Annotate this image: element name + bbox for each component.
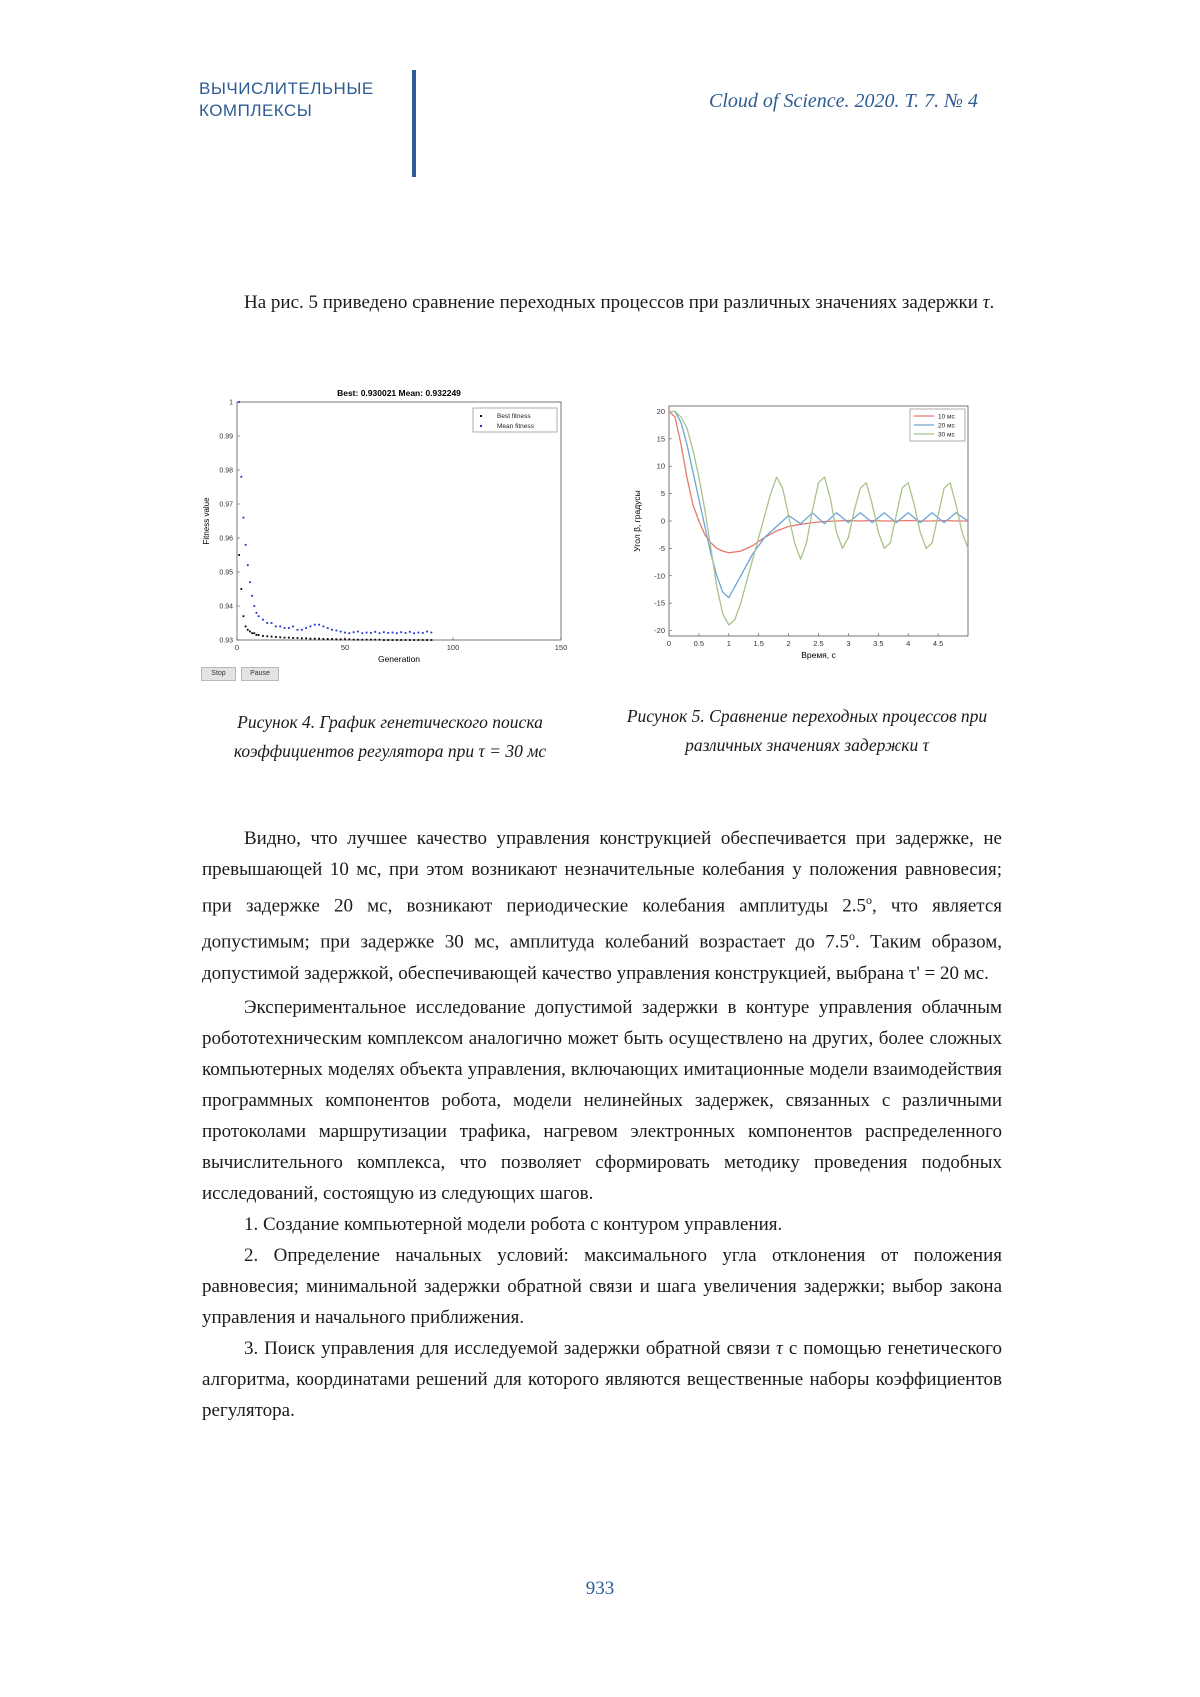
mean-fitness-point	[340, 631, 342, 633]
legend-marker	[480, 415, 482, 417]
paragraph-method: Экспериментальное исследование допустимой задержки в контуре управления облачным робототехническим комплексом аналогично может быть осуществлено на других, более сложных компьютерных моделях объекта управления, включающих имитационные модели взаимодействия программных компонентов робота, модели нелинейных задержек, связанных с различными протоколами маршрутизации трафика, нагревом электронных компонентов распределенного вычислительного комплекса, что позволяет сформировать методику проведения подобных исследований, состоящую из следующих шагов.	[202, 996, 1002, 1204]
mean-fitness-point	[249, 581, 251, 583]
p1-part-a: Видно, что лучшее качество управления конструкцией обеспечивается при задержке, не превышающей 10 мс, при этом возникают незначительные колебания у положения равновесия; при задержке 20 мс, возникают периодические колебания амплитуды 2.5	[202, 828, 1002, 917]
best-fitness-point	[318, 638, 320, 640]
item3-tau: τ	[776, 1337, 783, 1359]
best-fitness-point	[327, 638, 329, 640]
mean-fitness-point	[374, 631, 376, 633]
journal-citation: Cloud of Science. 2020. T. 7. № 4	[708, 90, 978, 112]
x-tick-label: 100	[446, 643, 460, 652]
best-fitness-point	[370, 639, 372, 641]
best-fitness-point	[305, 637, 307, 639]
legend-label: 20 мс	[938, 422, 955, 430]
best-fitness-point	[366, 639, 368, 641]
mean-fitness-point	[357, 631, 359, 633]
mean-fitness-point	[288, 627, 290, 629]
mean-fitness-point	[266, 622, 268, 624]
best-fitness-point	[275, 636, 277, 638]
x-tick-label: 4	[906, 639, 911, 648]
best-fitness-point	[344, 638, 346, 640]
best-fitness-point	[262, 635, 264, 637]
legend-label: Best fitness	[497, 413, 531, 420]
mean-fitness-point	[292, 626, 294, 628]
legend-label: 30 мс	[938, 431, 955, 439]
p1-part-c: . Таким образом, допустимой задержкой, обеспечивающей качество управления конструкцией, выбрана τ' = 20 мс.	[202, 931, 1002, 984]
best-fitness-point	[271, 636, 273, 638]
mean-fitness-point	[422, 632, 424, 634]
best-fitness-point	[245, 626, 247, 628]
y-tick-label: 15	[656, 434, 665, 444]
x-axis-label: Время, с	[801, 650, 836, 660]
best-fitness-point	[379, 639, 381, 641]
best-fitness-point	[243, 615, 245, 617]
mean-fitness-point	[247, 564, 249, 566]
mean-fitness-point	[253, 605, 255, 607]
legend-label: Mean fitness	[497, 423, 534, 430]
best-fitness-point	[238, 554, 240, 556]
mean-fitness-point	[238, 401, 240, 403]
mean-fitness-point	[305, 627, 307, 629]
y-tick-label: -15	[654, 598, 665, 608]
best-fitness-point	[288, 637, 290, 639]
figure-4-caption: Рисунок 4. График генетического поиска коэффициентов регулятора при τ = 30 мс	[233, 712, 547, 761]
best-fitness-point	[310, 638, 312, 640]
best-fitness-point	[357, 639, 359, 641]
fitness-chart	[199, 384, 569, 666]
mean-fitness-point	[323, 626, 325, 628]
mean-fitness-point	[297, 629, 299, 631]
y-tick-label: 0.93	[219, 637, 233, 645]
x-tick-label: 1	[726, 639, 731, 648]
y-tick-label: 10	[656, 461, 665, 471]
x-tick-label: 150	[554, 643, 568, 652]
best-fitness-point	[353, 639, 355, 641]
journal-section-line2: КОМПЛЕКСЫ	[199, 101, 313, 120]
figure-4	[199, 384, 569, 682]
best-fitness-point	[413, 639, 415, 641]
mean-fitness-point	[279, 626, 281, 628]
x-tick-label: 1.5	[753, 639, 764, 648]
best-fitness-point	[400, 639, 402, 641]
y-tick-label: 0.99	[219, 433, 233, 441]
figure-5	[628, 398, 978, 676]
intro-paragraph	[202, 287, 1002, 318]
best-fitness-point	[426, 639, 428, 641]
y-tick-label: 0	[660, 516, 665, 526]
best-fitness-point	[418, 639, 420, 641]
best-fitness-point	[431, 639, 433, 641]
header-divider	[412, 70, 416, 177]
y-tick-label: 0.96	[219, 535, 233, 543]
best-fitness-point	[251, 632, 253, 634]
list-item-3	[202, 1333, 1002, 1426]
item3-part-a: 3. Поиск управления для исследуемой задержки обратной связи	[244, 1337, 777, 1359]
best-fitness-point	[374, 639, 376, 641]
best-fitness-point	[323, 638, 325, 640]
best-fitness-point	[266, 635, 268, 637]
mean-fitness-point	[258, 615, 260, 617]
x-tick-label: 3	[846, 639, 851, 648]
mean-fitness-point	[413, 632, 415, 634]
best-fitness-point	[279, 636, 281, 638]
y-axis-label: Fitness value	[202, 497, 211, 545]
legend-label: 10 мс	[938, 413, 955, 421]
mean-fitness-point	[379, 632, 381, 634]
best-fitness-point	[361, 639, 363, 641]
intro-end: .	[989, 292, 995, 313]
mean-fitness-point	[251, 595, 253, 597]
mean-fitness-point	[310, 626, 312, 628]
best-fitness-point	[340, 638, 342, 640]
body-text	[202, 823, 1002, 1426]
stop-button[interactable]: Stop	[201, 667, 236, 681]
best-fitness-point	[284, 637, 286, 639]
list-item-2: 2. Определение начальных условий: максимального угла отклонения от положения равновесия; минимальной задержки обратной связи и шага увеличения задержки; выбор закона управления и начального приближения.	[202, 1244, 1002, 1328]
mean-fitness-point	[318, 624, 320, 626]
plot-area	[237, 402, 561, 640]
mean-fitness-point	[431, 632, 433, 634]
best-fitness-point	[301, 637, 303, 639]
best-fitness-point	[292, 637, 294, 639]
mean-fitness-point	[284, 627, 286, 629]
best-fitness-point	[405, 639, 407, 641]
degree-sup-2: o	[849, 929, 856, 944]
y-tick-label: 20	[656, 406, 665, 416]
best-fitness-point	[383, 639, 385, 641]
best-fitness-point	[258, 634, 260, 636]
p1-part-b: , что является допустимым; при задержке 30 мс, амплитуда колебаний возрастает до 7.5	[202, 895, 1002, 953]
mean-fitness-point	[387, 632, 389, 634]
transient-response-chart	[628, 398, 978, 676]
mean-fitness-point	[426, 631, 428, 633]
chart-title: Best: 0.930021 Mean: 0.932249	[337, 388, 461, 398]
mean-fitness-point	[348, 632, 350, 634]
y-tick-label: 0.95	[219, 569, 233, 577]
intro-text: На рис. 5 приведено сравнение переходных процессов при различных значениях задержки	[244, 292, 983, 313]
x-tick-label: 2	[786, 639, 791, 648]
y-axis-label: Угол β, градусы	[632, 490, 642, 552]
mean-fitness-point	[335, 630, 337, 632]
mean-fitness-point	[245, 544, 247, 546]
page-number: 933	[585, 1578, 615, 1599]
x-tick-label: 50	[340, 643, 350, 652]
figure-5-caption: Рисунок 5. Сравнение переходных процессов при различных значениях задержки τ	[626, 706, 988, 755]
mean-fitness-point	[327, 627, 329, 629]
best-fitness-point	[335, 638, 337, 640]
mean-fitness-point	[366, 632, 368, 634]
mean-fitness-point	[418, 632, 420, 634]
best-fitness-point	[247, 629, 249, 631]
best-fitness-point	[240, 588, 242, 590]
x-tick-label: 0.5	[693, 639, 705, 648]
x-axis-label: Generation	[377, 654, 421, 664]
best-fitness-point	[387, 639, 389, 641]
y-tick-label: 5	[660, 489, 665, 499]
best-fitness-point	[422, 639, 424, 641]
mean-fitness-point	[396, 632, 398, 634]
list-item-1: 1. Создание компьютерной модели робота с контуром управления.	[244, 1213, 783, 1235]
degree-sup-1: o	[866, 893, 873, 907]
mean-fitness-point	[344, 632, 346, 634]
best-fitness-point	[256, 634, 258, 636]
mean-fitness-point	[331, 629, 333, 631]
mean-fitness-point	[383, 631, 385, 633]
x-tick-label: 2.5	[813, 639, 824, 648]
best-fitness-point	[331, 638, 333, 640]
y-tick-label: -5	[658, 543, 665, 553]
legend-marker	[480, 425, 482, 427]
y-tick-label: 1	[229, 399, 233, 407]
best-fitness-point	[409, 639, 411, 641]
mean-fitness-point	[243, 517, 245, 519]
y-tick-label: 0.98	[219, 467, 233, 475]
mean-fitness-point	[409, 631, 411, 633]
journal-section-title	[199, 78, 374, 122]
best-fitness-point	[249, 631, 251, 633]
mean-fitness-point	[314, 624, 316, 626]
y-tick-label: -10	[654, 571, 665, 581]
mean-fitness-point	[262, 619, 264, 621]
y-tick-label: 0.94	[219, 603, 233, 611]
mean-fitness-point	[370, 632, 372, 634]
x-tick-label: 0	[234, 643, 240, 652]
x-tick-label: 3.5	[873, 639, 884, 648]
paragraph-results	[202, 823, 1002, 989]
best-fitness-point	[297, 637, 299, 639]
mean-fitness-point	[353, 631, 355, 633]
mean-fitness-point	[301, 629, 303, 631]
intro-tau: τ	[982, 292, 990, 313]
mean-fitness-point	[405, 632, 407, 634]
pause-button[interactable]: Pause	[241, 667, 279, 681]
mean-fitness-point	[400, 631, 402, 633]
mean-fitness-point	[240, 476, 242, 478]
best-fitness-point	[348, 638, 350, 640]
y-tick-label: 0.97	[219, 501, 233, 509]
mean-fitness-point	[275, 626, 277, 628]
journal-section-line1: ВЫЧИСЛИТЕЛЬНЫЕ	[199, 79, 374, 98]
y-tick-label: -20	[654, 626, 665, 636]
mean-fitness-point	[256, 612, 258, 614]
x-tick-label: 4.5	[932, 639, 944, 648]
best-fitness-point	[253, 632, 255, 634]
mean-fitness-point	[392, 632, 394, 634]
best-fitness-point	[392, 639, 394, 641]
mean-fitness-point	[361, 632, 363, 634]
item3-part-b: с помощью генетического алгоритма, координатами решений для которого являются вещественные наборы коэффициентов регулятора.	[202, 1337, 1003, 1421]
mean-fitness-point	[271, 622, 273, 624]
best-fitness-point	[314, 638, 316, 640]
best-fitness-point	[396, 639, 398, 641]
x-tick-label: 0	[666, 639, 672, 648]
